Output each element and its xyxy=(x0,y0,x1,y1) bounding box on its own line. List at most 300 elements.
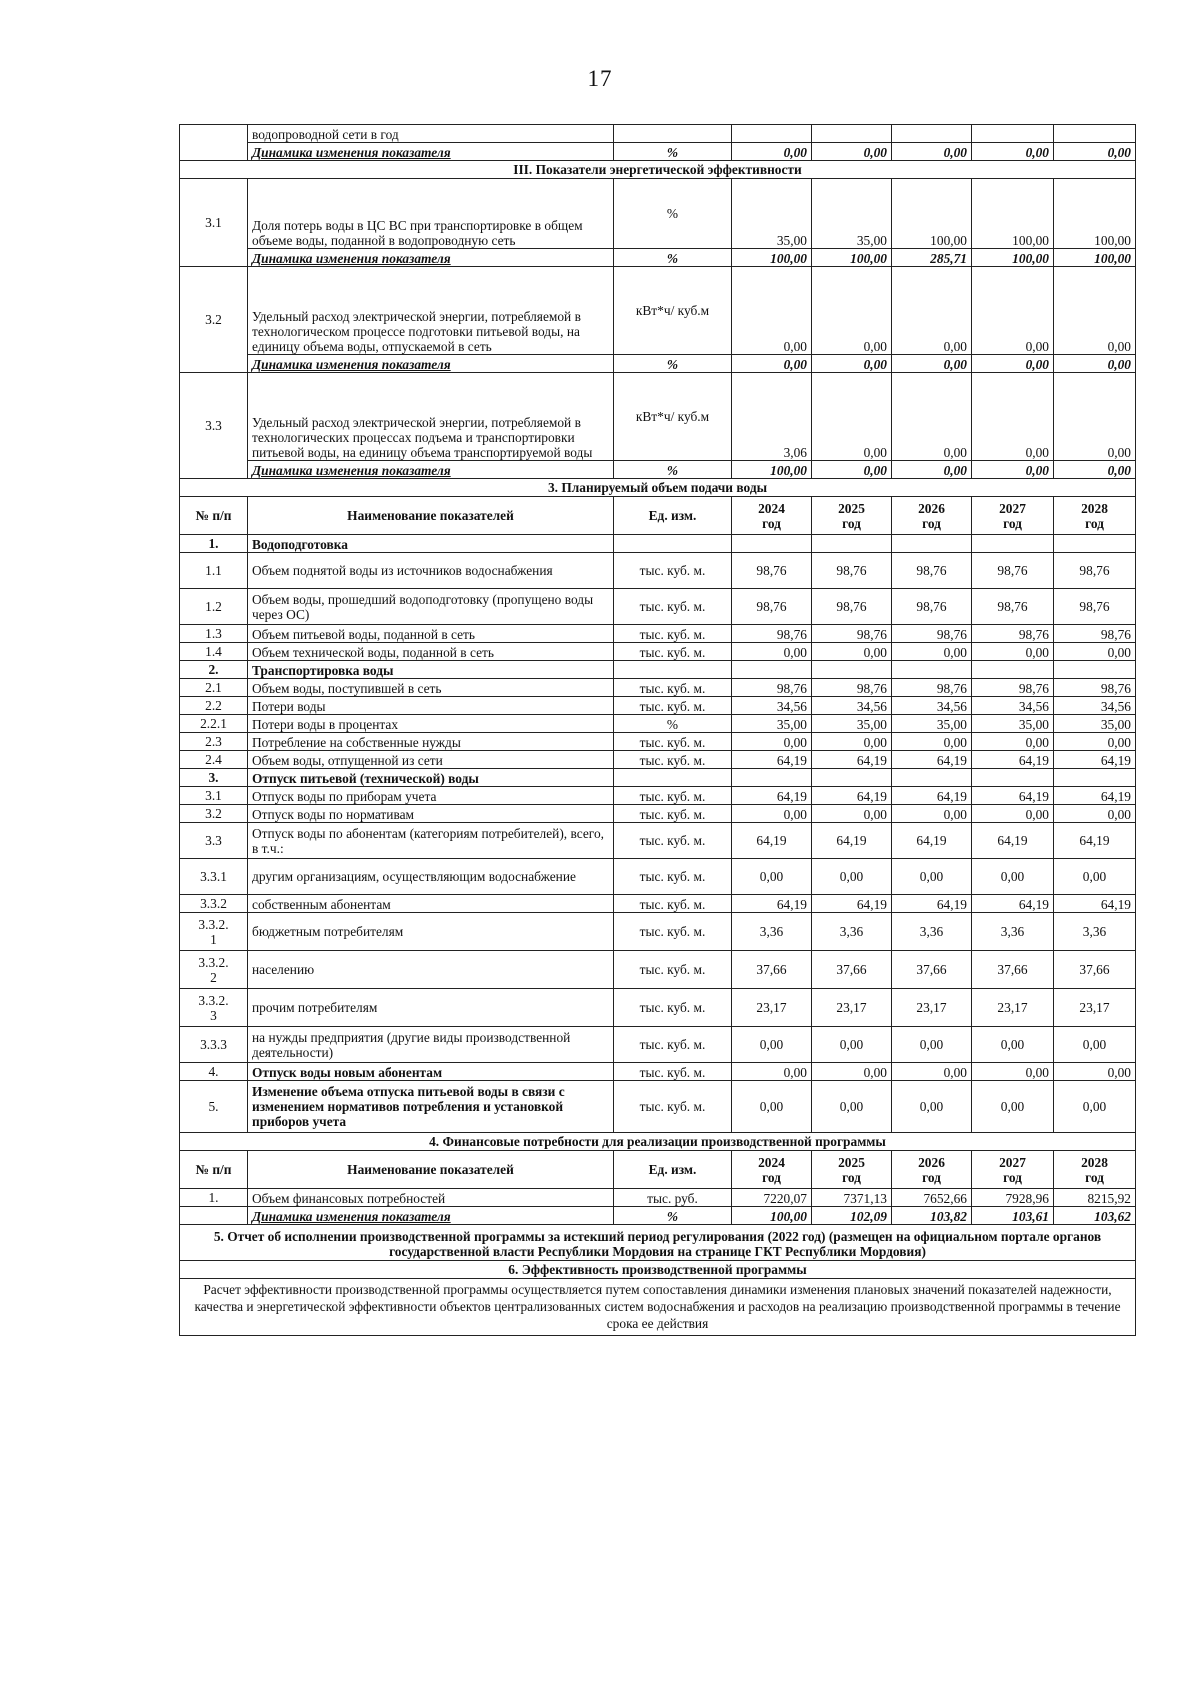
value-cell: 0,00 xyxy=(892,1081,972,1133)
row-unit: тыс. куб. м. xyxy=(614,643,732,661)
value-cell: 0,00 xyxy=(732,1027,812,1063)
header-year xyxy=(812,1151,892,1189)
row-name: Объем воды, поступившей в сеть xyxy=(248,679,614,697)
header-year-suffix: год xyxy=(922,515,941,531)
row-num: 2.3 xyxy=(180,733,248,751)
value-cell: 64,19 xyxy=(1054,823,1136,859)
value-cell: 0,00 xyxy=(732,1081,812,1133)
row-unit: тыс. куб. м. xyxy=(614,553,732,589)
value-cell: 0,00 xyxy=(1054,267,1136,355)
empty-cell xyxy=(1054,661,1136,679)
header-year-suffix: год xyxy=(842,1169,861,1185)
value-cell: 37,66 xyxy=(972,951,1054,989)
value-cell: 0,00 xyxy=(972,143,1054,161)
value-cell: 100,00 xyxy=(732,1207,812,1225)
header-year-value: 2027 xyxy=(999,500,1026,516)
value-cell: 0,00 xyxy=(732,805,812,823)
row-name: Отпуск воды по приборам учета xyxy=(248,787,614,805)
header-year-suffix: год xyxy=(1003,515,1022,531)
dynamics-label: Динамика изменения показателя xyxy=(248,249,614,267)
value-cell: 100,00 xyxy=(972,249,1054,267)
value-cell: 0,00 xyxy=(972,373,1054,461)
value-cell: 0,00 xyxy=(1054,143,1136,161)
value-cell: 3,36 xyxy=(892,913,972,951)
row-unit: тыс. куб. м. xyxy=(614,1063,732,1081)
row-num: 3.2 xyxy=(180,267,248,373)
row-name: на нужды предприятия (другие виды производственной деятельности) xyxy=(248,1027,614,1063)
value-cell: 64,19 xyxy=(732,751,812,769)
value-cell: 0,00 xyxy=(892,859,972,895)
row-name: населению xyxy=(248,951,614,989)
header-unit: Ед. изм. xyxy=(614,497,732,535)
value-cell: 0,00 xyxy=(1054,1063,1136,1081)
empty-cell xyxy=(892,535,972,553)
data-row xyxy=(180,951,1136,989)
row-name: Транспортировка воды xyxy=(248,661,614,679)
row-num: 3.3.2 xyxy=(180,895,248,913)
value-cell: 34,56 xyxy=(972,697,1054,715)
dynamics-row xyxy=(180,143,1136,161)
row-unit: % xyxy=(614,715,732,733)
header-year xyxy=(732,1151,812,1189)
value-cell: 285,71 xyxy=(892,249,972,267)
value-cell: 7652,66 xyxy=(892,1189,972,1207)
row-name: Доля потерь воды в ЦС ВС при транспортировке в общем объеме воды, поданной в водопроводную сеть xyxy=(248,179,614,249)
row-num: 3.1 xyxy=(180,787,248,805)
row-unit: тыс. куб. м. xyxy=(614,1027,732,1063)
empty-cell xyxy=(1054,769,1136,787)
row-unit: тыс. куб. м. xyxy=(614,989,732,1027)
row-unit: тыс. куб. м. xyxy=(614,913,732,951)
value-cell: 0,00 xyxy=(1054,859,1136,895)
data-row xyxy=(180,1189,1136,1207)
empty-cell xyxy=(812,661,892,679)
header-year xyxy=(892,497,972,535)
value-cell: 0,00 xyxy=(892,355,972,373)
production-program-table xyxy=(179,124,1136,1336)
value-cell: 0,00 xyxy=(972,643,1054,661)
header-year xyxy=(1054,497,1136,535)
value-cell: 0,00 xyxy=(1054,355,1136,373)
value-cell: 100,00 xyxy=(732,461,812,479)
value-cell: 35,00 xyxy=(812,715,892,733)
header-year-value: 2026 xyxy=(918,500,945,516)
row-unit: тыс. куб. м. xyxy=(614,697,732,715)
data-row xyxy=(180,823,1136,859)
row-name: Отпуск воды новым абонентам xyxy=(248,1063,614,1081)
section6-title: 6. Эффективность производственной программы xyxy=(180,1261,1136,1279)
empty-cell xyxy=(812,535,892,553)
header-year-value: 2026 xyxy=(918,1154,945,1170)
row-name: Потребление на собственные нужды xyxy=(248,733,614,751)
row-name: другим организациям, осуществляющим водоснабжение xyxy=(248,859,614,895)
value-cell: 64,19 xyxy=(732,787,812,805)
value-cell: 98,76 xyxy=(892,553,972,589)
header-year xyxy=(812,497,892,535)
row-unit: тыс. куб. м. xyxy=(614,1081,732,1133)
value-cell: 0,00 xyxy=(1054,461,1136,479)
value-cell: 35,00 xyxy=(732,715,812,733)
value-cell: 0,00 xyxy=(1054,1027,1136,1063)
row-unit: тыс. куб. м. xyxy=(614,733,732,751)
value-cell: 100,00 xyxy=(732,249,812,267)
table-header-row xyxy=(180,1151,1136,1189)
empty-cell xyxy=(972,535,1054,553)
header-num: № п/п xyxy=(180,497,248,535)
row-name: Объем поднятой воды из источников водоснабжения xyxy=(248,553,614,589)
row-num: 3.3.3 xyxy=(180,1027,248,1063)
data-row xyxy=(180,625,1136,643)
energy-row xyxy=(180,179,1136,249)
dynamics-label: Динамика изменения показателя xyxy=(248,1207,614,1225)
header-name: Наименование показателей xyxy=(248,1151,614,1189)
dynamics-label: Динамика изменения показателя xyxy=(248,355,614,373)
empty-cell xyxy=(180,1207,248,1225)
value-cell: 64,19 xyxy=(1054,895,1136,913)
empty-cell xyxy=(1054,535,1136,553)
header-year xyxy=(972,497,1054,535)
value-cell: 98,76 xyxy=(732,625,812,643)
value-cell: 98,76 xyxy=(892,589,972,625)
value-cell: 23,17 xyxy=(892,989,972,1027)
value-cell: 3,36 xyxy=(1054,913,1136,951)
dynamics-unit: % xyxy=(614,143,732,161)
value-cell: 98,76 xyxy=(812,589,892,625)
value-cell: 7220,07 xyxy=(732,1189,812,1207)
value-cell: 0,00 xyxy=(892,805,972,823)
page-number: 17 xyxy=(587,66,613,91)
row-num: 3.3.2. 2 xyxy=(180,951,248,989)
value-cell: 100,00 xyxy=(892,179,972,249)
value-cell: 64,19 xyxy=(892,895,972,913)
data-row xyxy=(180,643,1136,661)
row-unit: тыс. куб. м. xyxy=(614,679,732,697)
header-year xyxy=(892,1151,972,1189)
row-unit: тыс. куб. м. xyxy=(614,787,732,805)
empty-cell xyxy=(732,661,812,679)
value-cell: 64,19 xyxy=(972,787,1054,805)
continuation-row xyxy=(180,125,1136,143)
empty-cell xyxy=(972,661,1054,679)
row-name: Объем воды, отпущенной из сети xyxy=(248,751,614,769)
value-cell: 98,76 xyxy=(812,625,892,643)
value-cell: 0,00 xyxy=(972,1027,1054,1063)
value-cell: 3,06 xyxy=(732,373,812,461)
section5-title: 5. Отчет об исполнении производственной программы за истекший период регулирования (2022 год) (размещен на официальном портале органов государственной власти Республики Мордовия на странице ГКТ Республики Мордовия) xyxy=(180,1225,1136,1261)
row-unit: тыс. куб. м. xyxy=(614,859,732,895)
value-cell: 0,00 xyxy=(812,643,892,661)
value-cell: 35,00 xyxy=(972,715,1054,733)
header-year-suffix: год xyxy=(1085,515,1104,531)
empty-cell xyxy=(972,125,1054,143)
empty-cell xyxy=(614,125,732,143)
value-cell: 64,19 xyxy=(812,787,892,805)
value-cell: 64,19 xyxy=(892,787,972,805)
section-title-row xyxy=(180,161,1136,179)
value-cell: 0,00 xyxy=(812,355,892,373)
dynamics-unit: % xyxy=(614,461,732,479)
continuation-label: водопроводной сети в год xyxy=(248,125,614,143)
row-unit: тыс. куб. м. xyxy=(614,589,732,625)
dynamics-unit: % xyxy=(614,249,732,267)
section5-row xyxy=(180,1225,1136,1261)
header-year-suffix: год xyxy=(1003,1169,1022,1185)
data-row xyxy=(180,679,1136,697)
header-year-value: 2028 xyxy=(1081,1154,1108,1170)
dynamics-unit: % xyxy=(614,1207,732,1225)
section-title-row xyxy=(180,479,1136,497)
value-cell: 35,00 xyxy=(1054,715,1136,733)
value-cell: 100,00 xyxy=(812,249,892,267)
value-cell: 0,00 xyxy=(1054,1081,1136,1133)
header-year xyxy=(732,497,812,535)
value-cell: 98,76 xyxy=(892,625,972,643)
value-cell: 64,19 xyxy=(972,895,1054,913)
value-cell: 0,00 xyxy=(732,267,812,355)
value-cell: 37,66 xyxy=(892,951,972,989)
value-cell: 64,19 xyxy=(732,823,812,859)
data-row xyxy=(180,715,1136,733)
row-name: Отпуск воды по нормативам xyxy=(248,805,614,823)
section6-text: Расчет эффективности производственной программы осуществляется путем сопоставления динамики изменения плановых значений показателей надежности, качества и энергетической эффективности объектов централизованных систем водоснабжения и расходов на реализацию производственной программы в течение срока ее действия xyxy=(180,1279,1136,1336)
value-cell: 0,00 xyxy=(812,1081,892,1133)
data-row xyxy=(180,859,1136,895)
row-name: Водоподготовка xyxy=(248,535,614,553)
value-cell: 64,19 xyxy=(812,823,892,859)
value-cell: 0,00 xyxy=(972,355,1054,373)
value-cell: 3,36 xyxy=(972,913,1054,951)
value-cell: 0,00 xyxy=(732,733,812,751)
value-cell: 0,00 xyxy=(812,373,892,461)
value-cell: 64,19 xyxy=(972,823,1054,859)
row-name: Отпуск питьевой (технической) воды xyxy=(248,769,614,787)
row-name: Потери воды в процентах xyxy=(248,715,614,733)
value-cell: 0,00 xyxy=(972,805,1054,823)
row-name: Удельный расход электрической энергии, потребляемой в технологических процессах подъема и транспортировки питьевой воды, на единицу объема транспортируемой воды xyxy=(248,373,614,461)
row-num: 3.3.1 xyxy=(180,859,248,895)
value-cell: 0,00 xyxy=(812,143,892,161)
value-cell: 0,00 xyxy=(1054,733,1136,751)
row-num: 1. xyxy=(180,535,248,553)
value-cell: 0,00 xyxy=(812,733,892,751)
group-row xyxy=(180,769,1136,787)
header-name: Наименование показателей xyxy=(248,497,614,535)
data-row xyxy=(180,805,1136,823)
value-cell: 34,56 xyxy=(892,697,972,715)
row-name: прочим потребителям xyxy=(248,989,614,1027)
header-year-value: 2028 xyxy=(1081,500,1108,516)
value-cell: 23,17 xyxy=(732,989,812,1027)
value-cell: 35,00 xyxy=(812,179,892,249)
energy-row xyxy=(180,267,1136,355)
row-name: Изменение объема отпуска питьевой воды в связи с изменением нормативов потребления и установкой приборов учета xyxy=(248,1081,614,1133)
value-cell: 100,00 xyxy=(972,179,1054,249)
data-row xyxy=(180,1081,1136,1133)
row-unit: кВт*ч/ куб.м xyxy=(614,373,732,461)
value-cell: 64,19 xyxy=(732,895,812,913)
value-cell: 23,17 xyxy=(812,989,892,1027)
empty-cell xyxy=(812,769,892,787)
empty-cell xyxy=(614,661,732,679)
header-year-value: 2024 xyxy=(758,500,785,516)
energy-dynamics-row xyxy=(180,355,1136,373)
section-title-row xyxy=(180,1133,1136,1151)
value-cell: 98,76 xyxy=(972,679,1054,697)
value-cell: 0,00 xyxy=(732,643,812,661)
value-cell: 34,56 xyxy=(812,697,892,715)
row-num: 1.4 xyxy=(180,643,248,661)
section-title-row xyxy=(180,1261,1136,1279)
value-cell: 0,00 xyxy=(892,461,972,479)
value-cell: 0,00 xyxy=(892,1027,972,1063)
value-cell: 8215,92 xyxy=(1054,1189,1136,1207)
header-year-value: 2024 xyxy=(758,1154,785,1170)
row-unit: тыс. куб. м. xyxy=(614,823,732,859)
value-cell: 0,00 xyxy=(972,733,1054,751)
row-num: 3.3 xyxy=(180,823,248,859)
value-cell: 0,00 xyxy=(892,267,972,355)
value-cell: 0,00 xyxy=(812,267,892,355)
row-name: Отпуск воды по абонентам (категориям потребителей), всего, в т.ч.: xyxy=(248,823,614,859)
row-num: 4. xyxy=(180,1063,248,1081)
data-row xyxy=(180,1027,1136,1063)
value-cell: 98,76 xyxy=(732,679,812,697)
value-cell: 64,19 xyxy=(972,751,1054,769)
dynamics-label: Динамика изменения показателя xyxy=(248,461,614,479)
data-row xyxy=(180,553,1136,589)
row-num: 3.3.2. 3 xyxy=(180,989,248,1027)
value-cell: 103,61 xyxy=(972,1207,1054,1225)
value-cell: 0,00 xyxy=(972,1081,1054,1133)
header-year-suffix: год xyxy=(842,515,861,531)
value-cell: 23,17 xyxy=(972,989,1054,1027)
value-cell: 98,76 xyxy=(732,589,812,625)
value-cell: 98,76 xyxy=(1054,679,1136,697)
value-cell: 0,00 xyxy=(892,733,972,751)
value-cell: 64,19 xyxy=(892,823,972,859)
value-cell: 100,00 xyxy=(1054,249,1136,267)
value-cell: 0,00 xyxy=(732,859,812,895)
energy-dynamics-row xyxy=(180,461,1136,479)
energy-row xyxy=(180,373,1136,461)
data-row xyxy=(180,697,1136,715)
empty-cell xyxy=(732,535,812,553)
empty-cell xyxy=(892,661,972,679)
empty-cell xyxy=(732,769,812,787)
value-cell: 37,66 xyxy=(1054,951,1136,989)
row-num: 3.1 xyxy=(180,179,248,267)
value-cell: 37,66 xyxy=(812,951,892,989)
value-cell: 98,76 xyxy=(892,679,972,697)
value-cell: 0,00 xyxy=(1054,643,1136,661)
value-cell: 3,36 xyxy=(812,913,892,951)
empty-cell xyxy=(732,125,812,143)
data-row xyxy=(180,895,1136,913)
value-cell: 7371,13 xyxy=(812,1189,892,1207)
value-cell: 0,00 xyxy=(812,859,892,895)
row-unit: тыс. куб. м. xyxy=(614,895,732,913)
value-cell: 98,76 xyxy=(972,553,1054,589)
row-name: Потери воды xyxy=(248,697,614,715)
row-name: Объем питьевой воды, поданной в сеть xyxy=(248,625,614,643)
data-row xyxy=(180,913,1136,951)
data-row xyxy=(180,989,1136,1027)
value-cell: 0,00 xyxy=(812,461,892,479)
header-year-suffix: год xyxy=(762,515,781,531)
row-name: Объем финансовых потребностей xyxy=(248,1189,614,1207)
value-cell: 98,76 xyxy=(732,553,812,589)
section-energy-title: III. Показатели энергетической эффективности xyxy=(180,161,1136,179)
row-num: 5. xyxy=(180,1081,248,1133)
header-year-suffix: год xyxy=(922,1169,941,1185)
row-num: 3. xyxy=(180,769,248,787)
group-row xyxy=(180,535,1136,553)
value-cell: 37,66 xyxy=(732,951,812,989)
value-cell: 0,00 xyxy=(972,461,1054,479)
energy-dynamics-row xyxy=(180,249,1136,267)
table-header-row xyxy=(180,497,1136,535)
value-cell: 0,00 xyxy=(892,1063,972,1081)
row-num: 2.1 xyxy=(180,679,248,697)
empty-cell xyxy=(614,535,732,553)
value-cell: 64,19 xyxy=(1054,787,1136,805)
row-unit: тыс. куб. м. xyxy=(614,751,732,769)
value-cell: 23,17 xyxy=(1054,989,1136,1027)
empty-cell xyxy=(892,769,972,787)
row-num: 2.4 xyxy=(180,751,248,769)
value-cell: 35,00 xyxy=(892,715,972,733)
value-cell: 35,00 xyxy=(732,179,812,249)
row-unit: тыс. куб. м. xyxy=(614,625,732,643)
value-cell: 0,00 xyxy=(1054,805,1136,823)
value-cell: 103,82 xyxy=(892,1207,972,1225)
value-cell: 64,19 xyxy=(892,751,972,769)
value-cell: 0,00 xyxy=(892,373,972,461)
dynamics-label: Динамика изменения показателя xyxy=(248,143,614,161)
header-unit: Ед. изм. xyxy=(614,1151,732,1189)
dynamics-row xyxy=(180,1207,1136,1225)
row-num: 2.2 xyxy=(180,697,248,715)
value-cell: 98,76 xyxy=(1054,589,1136,625)
value-cell: 98,76 xyxy=(972,589,1054,625)
value-cell: 0,00 xyxy=(732,143,812,161)
group-row xyxy=(180,661,1136,679)
value-cell: 98,76 xyxy=(812,553,892,589)
value-cell: 98,76 xyxy=(1054,625,1136,643)
section3-title: 3. Планируемый объем подачи воды xyxy=(180,479,1136,497)
empty-cell xyxy=(614,769,732,787)
value-cell: 0,00 xyxy=(892,643,972,661)
row-unit: % xyxy=(614,179,732,249)
value-cell: 98,76 xyxy=(972,625,1054,643)
value-cell: 0,00 xyxy=(732,1063,812,1081)
value-cell: 98,76 xyxy=(1054,553,1136,589)
row-num: 3.2 xyxy=(180,805,248,823)
data-row xyxy=(180,733,1136,751)
data-row xyxy=(180,787,1136,805)
row-num: 3.3.2. 1 xyxy=(180,913,248,951)
empty-cell xyxy=(1054,125,1136,143)
row-num: 1.1 xyxy=(180,553,248,589)
row-num: 2.2.1 xyxy=(180,715,248,733)
value-cell: 0,00 xyxy=(972,267,1054,355)
row-unit: тыс. куб. м. xyxy=(614,951,732,989)
header-num: № п/п xyxy=(180,1151,248,1189)
row-num: 3.3 xyxy=(180,373,248,479)
value-cell: 0,00 xyxy=(812,805,892,823)
data-row xyxy=(180,1063,1136,1081)
row-name: Объем технической воды, поданной в сеть xyxy=(248,643,614,661)
